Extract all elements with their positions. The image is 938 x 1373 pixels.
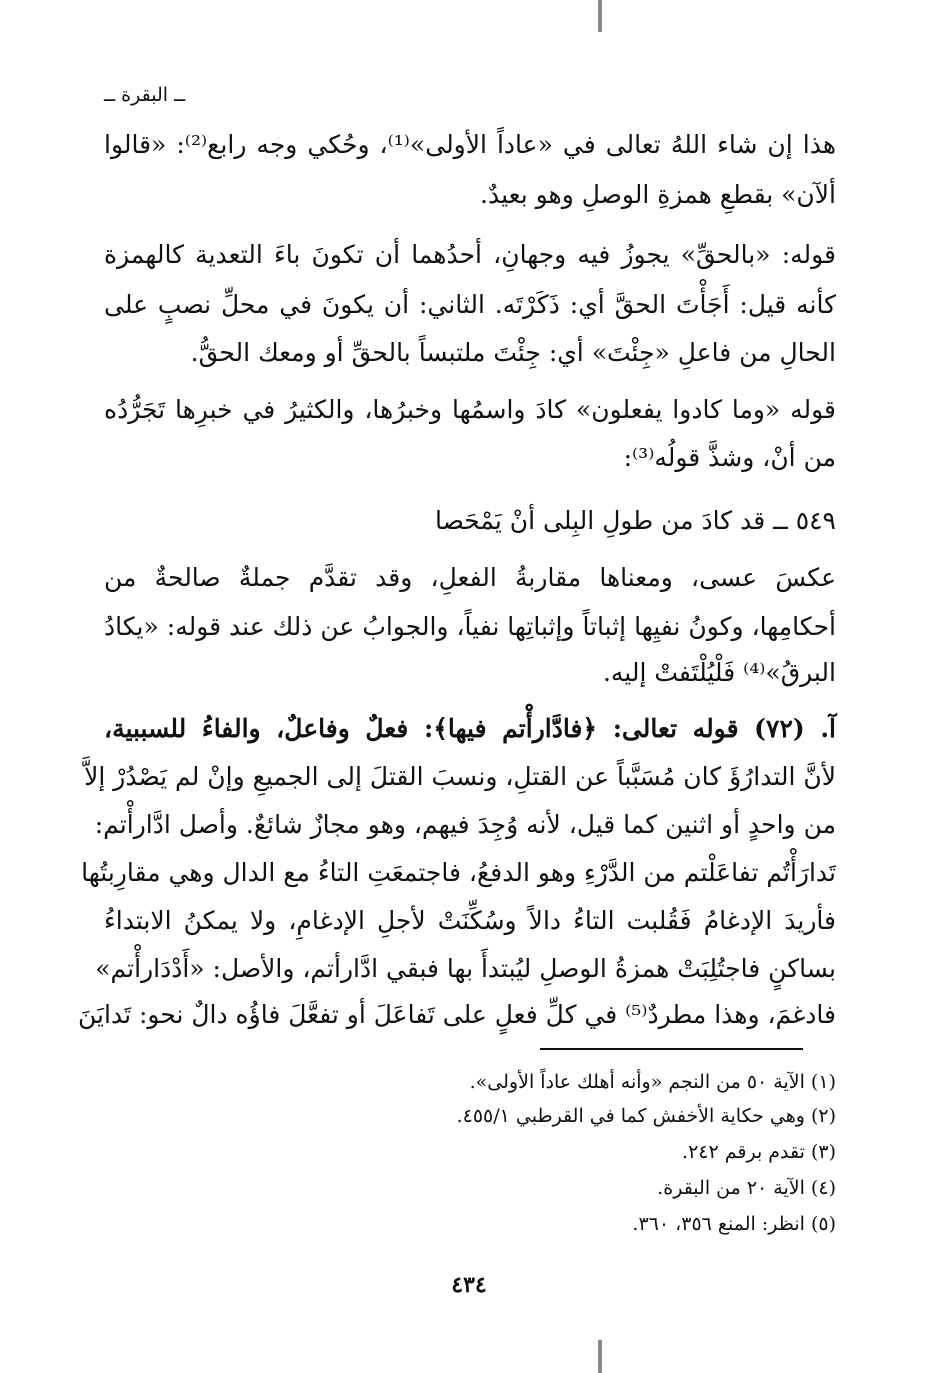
scan-margin-mark xyxy=(598,1340,602,1373)
body-line: قوله: «بالحقِّ» يجوزُ فيه وجهانِ، أحدُهما أن تكونَ باءَ التعدية كالهمزة xyxy=(104,240,836,269)
running-header: ــ البقرة ــ xyxy=(104,84,186,106)
body-line: بساكنٍ فاجتُلِبَتْ همزةُ الوصلِ ليُبتدأَ بها فبقي ادَّارأتم، والأصل: «أَدْدَارأْتم» xyxy=(95,954,836,983)
body-line: تَدارَأْتُم تفاعَلْتم من الدَّرْءِ وهو الدفعُ، فاجتمعَتِ التاءُ مع الدال وهي مقارِبتُها xyxy=(81,858,836,887)
footnote: (٣) تقدم برقم ٢٤٢. xyxy=(682,1141,836,1163)
verse-line: ٥٤٩ ــ قد كادَ من طولِ البِلى أنْ يَمْحَصا xyxy=(434,506,836,535)
footnote: (١) الآية ٥٠ من النجم «وأنه أهلك عاداً الأولى». xyxy=(469,1071,836,1093)
footnote: (٢) وهي حكاية الأخفش كما في القرطبي ٤٥٥/١. xyxy=(456,1105,836,1127)
body-line: من واحدٍ أو اثنين كما قيل، لأنه وُجِدَ فيهم، وهو مجازٌ شائعٌ. وأصل ادَّارأْتم: xyxy=(94,810,836,839)
scan-margin-mark xyxy=(598,0,602,32)
body-line: قوله «وما كادوا يفعلون» كادَ واسمُها وخبرُها، والكثيرُ في خبرِها تَجَرُّدُه xyxy=(104,395,836,424)
body-line: الحالِ من فاعلِ «جِئْتَ» أي: جِئْتَ ملتبساً بالحقِّ أو ومعك الحقُّ. xyxy=(190,338,836,367)
body-line: ألآن» بقطعِ همزةِ الوصلِ وهو بعيدٌ. xyxy=(480,180,836,209)
footnote-separator xyxy=(540,1048,803,1050)
body-line: البرقُ»⁽⁴⁾ فَلْيُلْتَفتْ إليه. xyxy=(602,658,836,687)
page-number: ٤٣٤ xyxy=(451,1272,487,1298)
body-line: لأنَّ التدارُؤَ كان مُسَبَّباً عن القتلِ، ونسبَ القتلَ إلى الجميعِ وإنْ لم يَصْدُرْ إلاَّ xyxy=(84,762,836,791)
verse-heading-line: آ. (٧٢) قوله تعالى: ﴿فادَّارأْتم فيها﴾: فعلٌ وفاعلٌ، والفاءُ للسببية، xyxy=(104,714,836,743)
body-line: من أنْ، وشذَّ قولُه⁽³⁾: xyxy=(623,443,836,472)
body-line: كأنه قيل: أَجَأْتَ الحقَّ أي: ذَكَرْتَه. الثاني: أن يكونَ في محلِّ نصبٍ على xyxy=(104,290,836,319)
footnote: (٥) انظر: المنع ٣٥٦، ٣٦٠. xyxy=(632,1213,836,1235)
body-line: فأريدَ الإدغامُ فَقُلبت التاءُ دالاً وسُكِّنَتْ لأجلِ الإدغامِ، ولا يمكنُ الابتداءُ xyxy=(104,906,836,935)
body-line: أحكامِها، وكونُ نفيِها إثباتاً وإثباتِها نفياً، والجوابُ عن ذلك عند قوله: «يكادُ xyxy=(104,612,836,641)
footnote: (٤) الآية ٢٠ من البقرة. xyxy=(657,1177,836,1199)
body-line: هذا إن شاء اللهُ تعالى في «عاداً الأولى»⁽¹⁾، وحُكي وجه رابع⁽²⁾: «قالوا xyxy=(104,130,837,159)
body-line: فادغمَ، وهذا مطردٌ⁽⁵⁾ في كلِّ فعلٍ على تَفاعَلَ أو تفعَّلَ فاؤُه دالٌ نحو: تَدايَنَ xyxy=(78,1000,836,1029)
body-line: عكسَ عسى، ومعناها مقاربةُ الفعلِ، وقد تقدَّم جملةٌ صالحةٌ من xyxy=(104,563,836,592)
